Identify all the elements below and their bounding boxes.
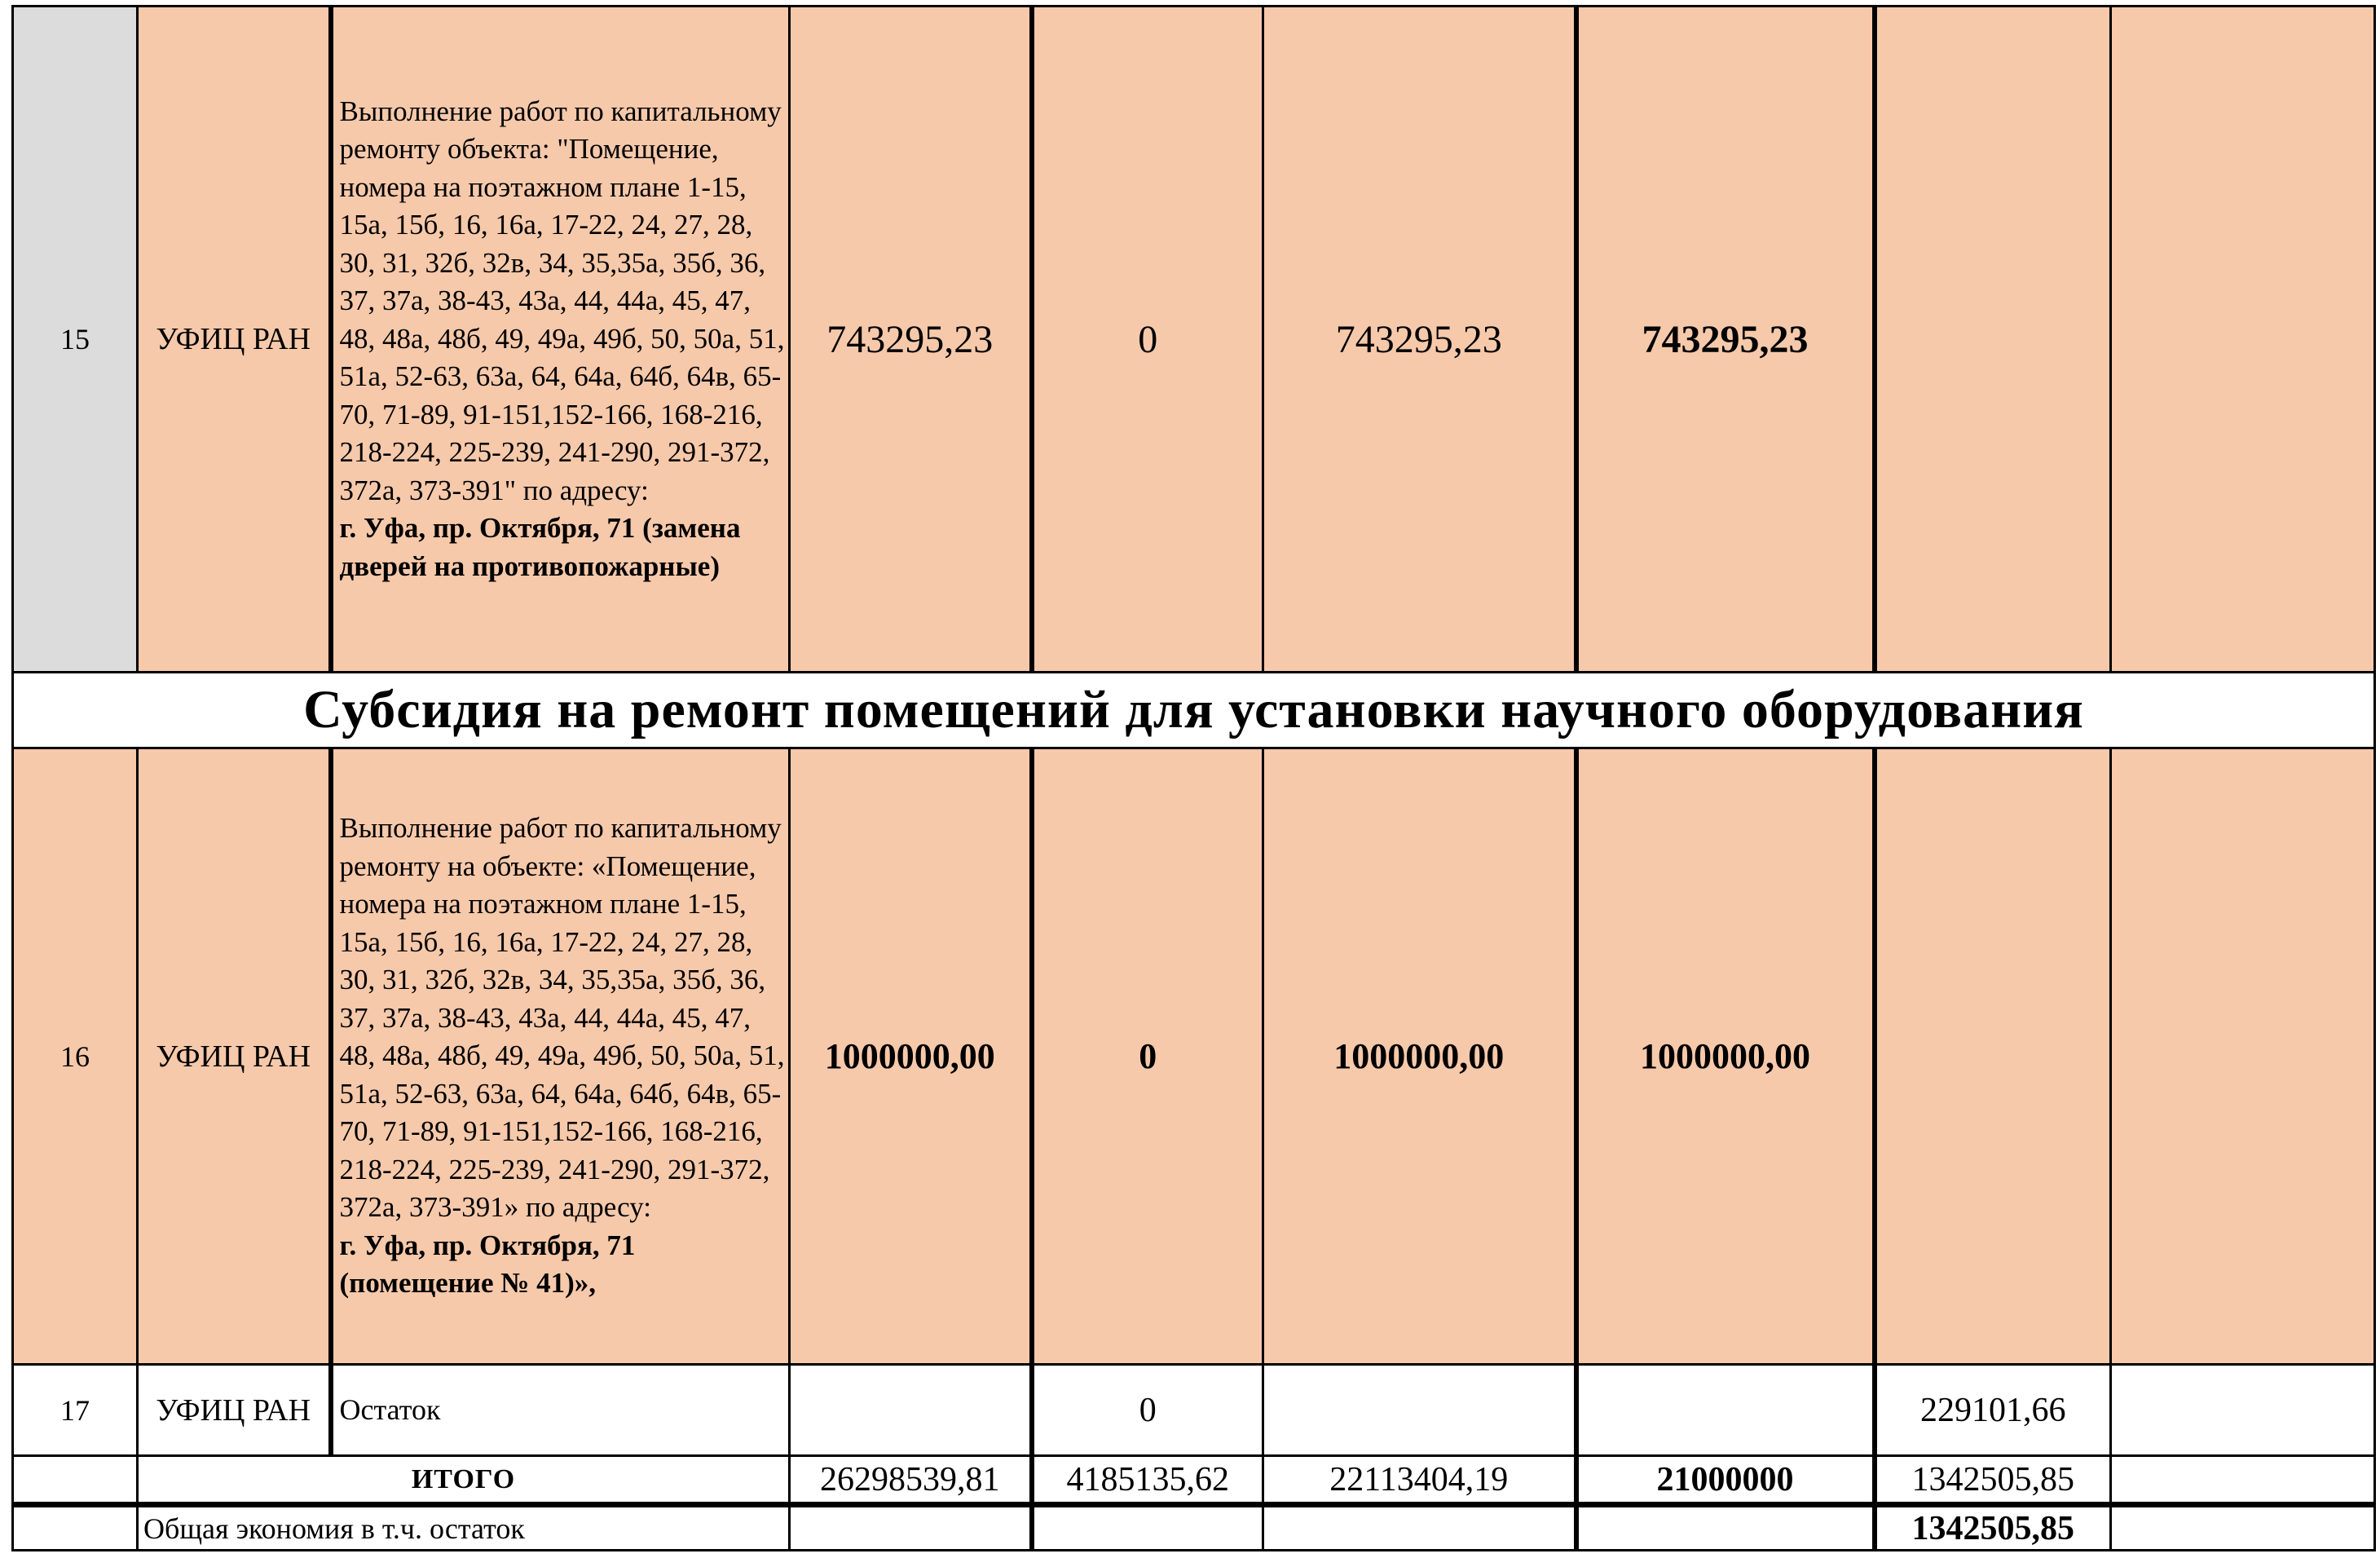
amount-cell: [2111, 748, 2375, 1365]
savings-row: [13, 1505, 2375, 1551]
budget-table: [11, 5, 2376, 1551]
amount-cell: [790, 1365, 1032, 1456]
empty-cell: [1032, 1505, 1263, 1551]
total-amount: 22113404,19: [1263, 1456, 1576, 1505]
budget-table-sheet: [11, 5, 2376, 1551]
row-number: 17: [13, 1365, 138, 1456]
row-number: 16: [13, 748, 138, 1365]
total-row: [13, 1456, 2375, 1505]
empty-cell: [1263, 1505, 1576, 1551]
organization-cell: УФИЦ РАН: [138, 7, 331, 673]
total-spacer-cell: [13, 1456, 138, 1505]
savings-spacer-cell: [13, 1505, 138, 1551]
amount-cell: 743295,23: [790, 7, 1032, 673]
amount-cell: 0: [1032, 748, 1263, 1365]
amount-cell: 743295,23: [1263, 7, 1576, 673]
total-amount: 1342505,85: [1875, 1456, 2111, 1505]
organization-cell: УФИЦ РАН: [138, 748, 331, 1365]
amount-cell: 229101,66: [1875, 1365, 2111, 1456]
total-label: ИТОГО: [138, 1456, 790, 1505]
table-row: [13, 7, 2375, 673]
amount-cell: 0: [1032, 1365, 1263, 1456]
amount-cell: 0: [1032, 7, 1263, 673]
savings-label: Общая экономия в т.ч. остаток: [138, 1505, 790, 1551]
amount-cell: 743295,23: [1576, 7, 1875, 673]
table-row: [13, 1365, 2375, 1456]
section-heading: Субсидия на ремонт помещений для установки научного оборудования: [13, 673, 2375, 748]
empty-cell: [1576, 1505, 1875, 1551]
empty-cell: [2111, 1505, 2375, 1551]
address-text: г. Уфа, пр. Октября, 71 (помещение № 41)»,: [339, 1229, 636, 1300]
description-text: Выполнение работ по капитальному ремонту объекта: "Помещение, номера на поэтажном плане 1-15, 15а, 15б, 16, 16а, 17-22, 24, 27, 28, 30, 31, 32б, 32в, 34, 35,35а, 35б, 36, 37, 37а, 38-43, 43а, 44, 44а, 45, 47, 48, 48а, 48б, 49, 49а, 49б, 50, 50а, 51, 51а, 52-63, 63а, 64, 64а, 64б, 64в, 65-70, 71-89, 91-151,152-166, 168-216, 218-224, 225-239, 241-290, 291-372, 372а, 373-391" по адресу:: [339, 95, 785, 506]
table-row: [13, 748, 2375, 1365]
amount-cell: [2111, 7, 2375, 673]
work-description: [331, 7, 790, 673]
amount-cell: [1875, 748, 2111, 1365]
organization-cell: УФИЦ РАН: [138, 1365, 331, 1456]
savings-amount: 1342505,85: [1875, 1505, 2111, 1551]
total-amount: 4185135,62: [1032, 1456, 1263, 1505]
amount-cell: [1576, 1365, 1875, 1456]
total-amount: [2111, 1456, 2375, 1505]
amount-cell: 1000000,00: [1576, 748, 1875, 1365]
amount-cell: [2111, 1365, 2375, 1456]
total-amount: 26298539,81: [790, 1456, 1032, 1505]
address-text: г. Уфа, пр. Октября, 71 (замена дверей на противопожарные): [339, 512, 741, 582]
amount-cell: 1000000,00: [1263, 748, 1576, 1365]
total-amount: 21000000: [1576, 1456, 1875, 1505]
amount-cell: 1000000,00: [790, 748, 1032, 1365]
row-number: 15: [13, 7, 138, 673]
empty-cell: [790, 1505, 1032, 1551]
amount-cell: [1875, 7, 2111, 673]
section-heading-row: [13, 673, 2375, 748]
description-text: Выполнение работ по капитальному ремонту на объекте: «Помещение, номера на поэтажном плане 1-15, 15а, 15б, 16, 16а, 17-22, 24, 27, 28, 30, 31, 32б, 32в, 34, 35,35а, 35б, 36, 37, 37а, 38-43, 43а, 44, 44а, 45, 47, 48, 48а, 48б, 49, 49а, 49б, 50, 50а, 51, 51а, 52-63, 63а, 64, 64а, 64б, 64в, 65-70, 71-89, 91-151,152-166, 168-216, 218-224, 225-239, 241-290, 291-372, 372а, 373-391» по адресу:: [339, 812, 785, 1224]
work-description: Остаток: [331, 1365, 790, 1456]
amount-cell: [1263, 1365, 1576, 1456]
work-description: [331, 748, 790, 1365]
